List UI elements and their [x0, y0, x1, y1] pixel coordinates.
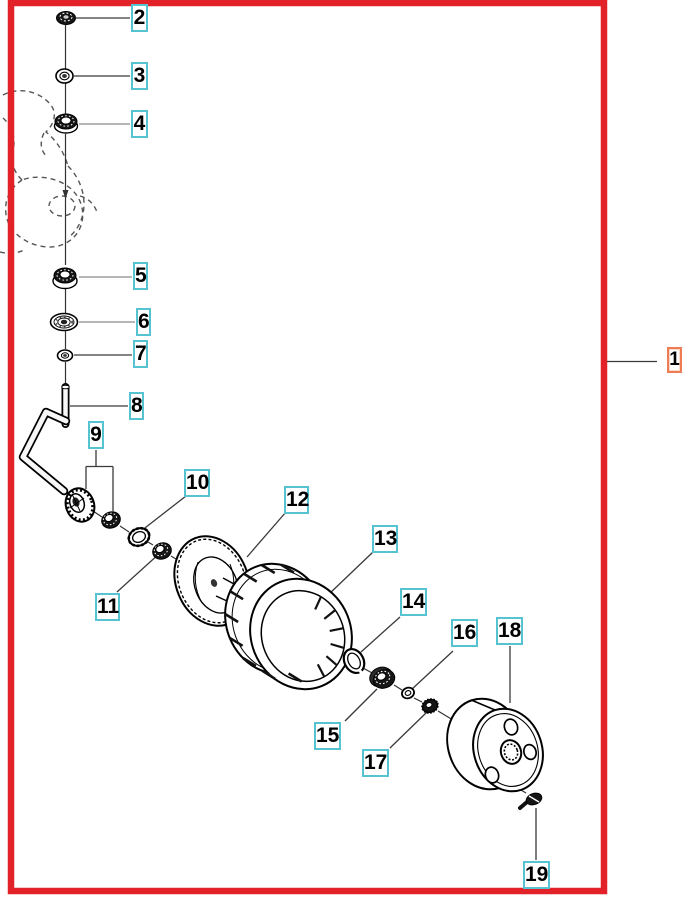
callout-9[interactable]: 9: [88, 421, 104, 449]
callout-16[interactable]: 16: [451, 619, 478, 647]
callout-3[interactable]: 3: [131, 62, 148, 90]
chassis-outline: [0, 91, 97, 254]
callout-5[interactable]: 5: [133, 262, 148, 290]
part-17-star-washer: [420, 697, 439, 715]
part-8-axle-shaft: [23, 385, 69, 491]
leader-lines: [70, 18, 657, 860]
callout-17[interactable]: 17: [362, 749, 389, 777]
callout-19[interactable]: 19: [523, 861, 550, 889]
swing-arm: [23, 412, 66, 491]
axis-arrow-icon: [63, 190, 69, 199]
callout-14[interactable]: 14: [400, 588, 427, 616]
callout-11[interactable]: 11: [95, 593, 120, 621]
part-19-screw: [520, 791, 543, 808]
part-4-bearing: [55, 114, 78, 133]
callout-7[interactable]: 7: [133, 340, 148, 368]
part-7-washer: [58, 350, 73, 361]
part-2-flange-nut: [57, 12, 76, 25]
callout-13[interactable]: 13: [372, 525, 398, 553]
part-6-washer: [51, 314, 78, 331]
part-18-hub-cap: [436, 689, 554, 801]
callout-15[interactable]: 15: [314, 722, 341, 750]
part-5-bearing: [53, 268, 77, 289]
callout-1[interactable]: 1: [667, 347, 682, 373]
callout-10[interactable]: 10: [184, 469, 210, 497]
callout-8[interactable]: 8: [129, 392, 144, 420]
part-9-bearing: [99, 509, 123, 531]
callout-12[interactable]: 12: [284, 486, 309, 514]
callout-2[interactable]: 2: [131, 4, 148, 32]
part-3-washer: [56, 69, 73, 83]
callout-6[interactable]: 6: [136, 308, 151, 336]
part-15-bearing: [367, 664, 398, 692]
callout-4[interactable]: 4: [131, 110, 148, 138]
part-10-lock-ring: [126, 525, 152, 549]
callout-18[interactable]: 18: [496, 617, 523, 645]
